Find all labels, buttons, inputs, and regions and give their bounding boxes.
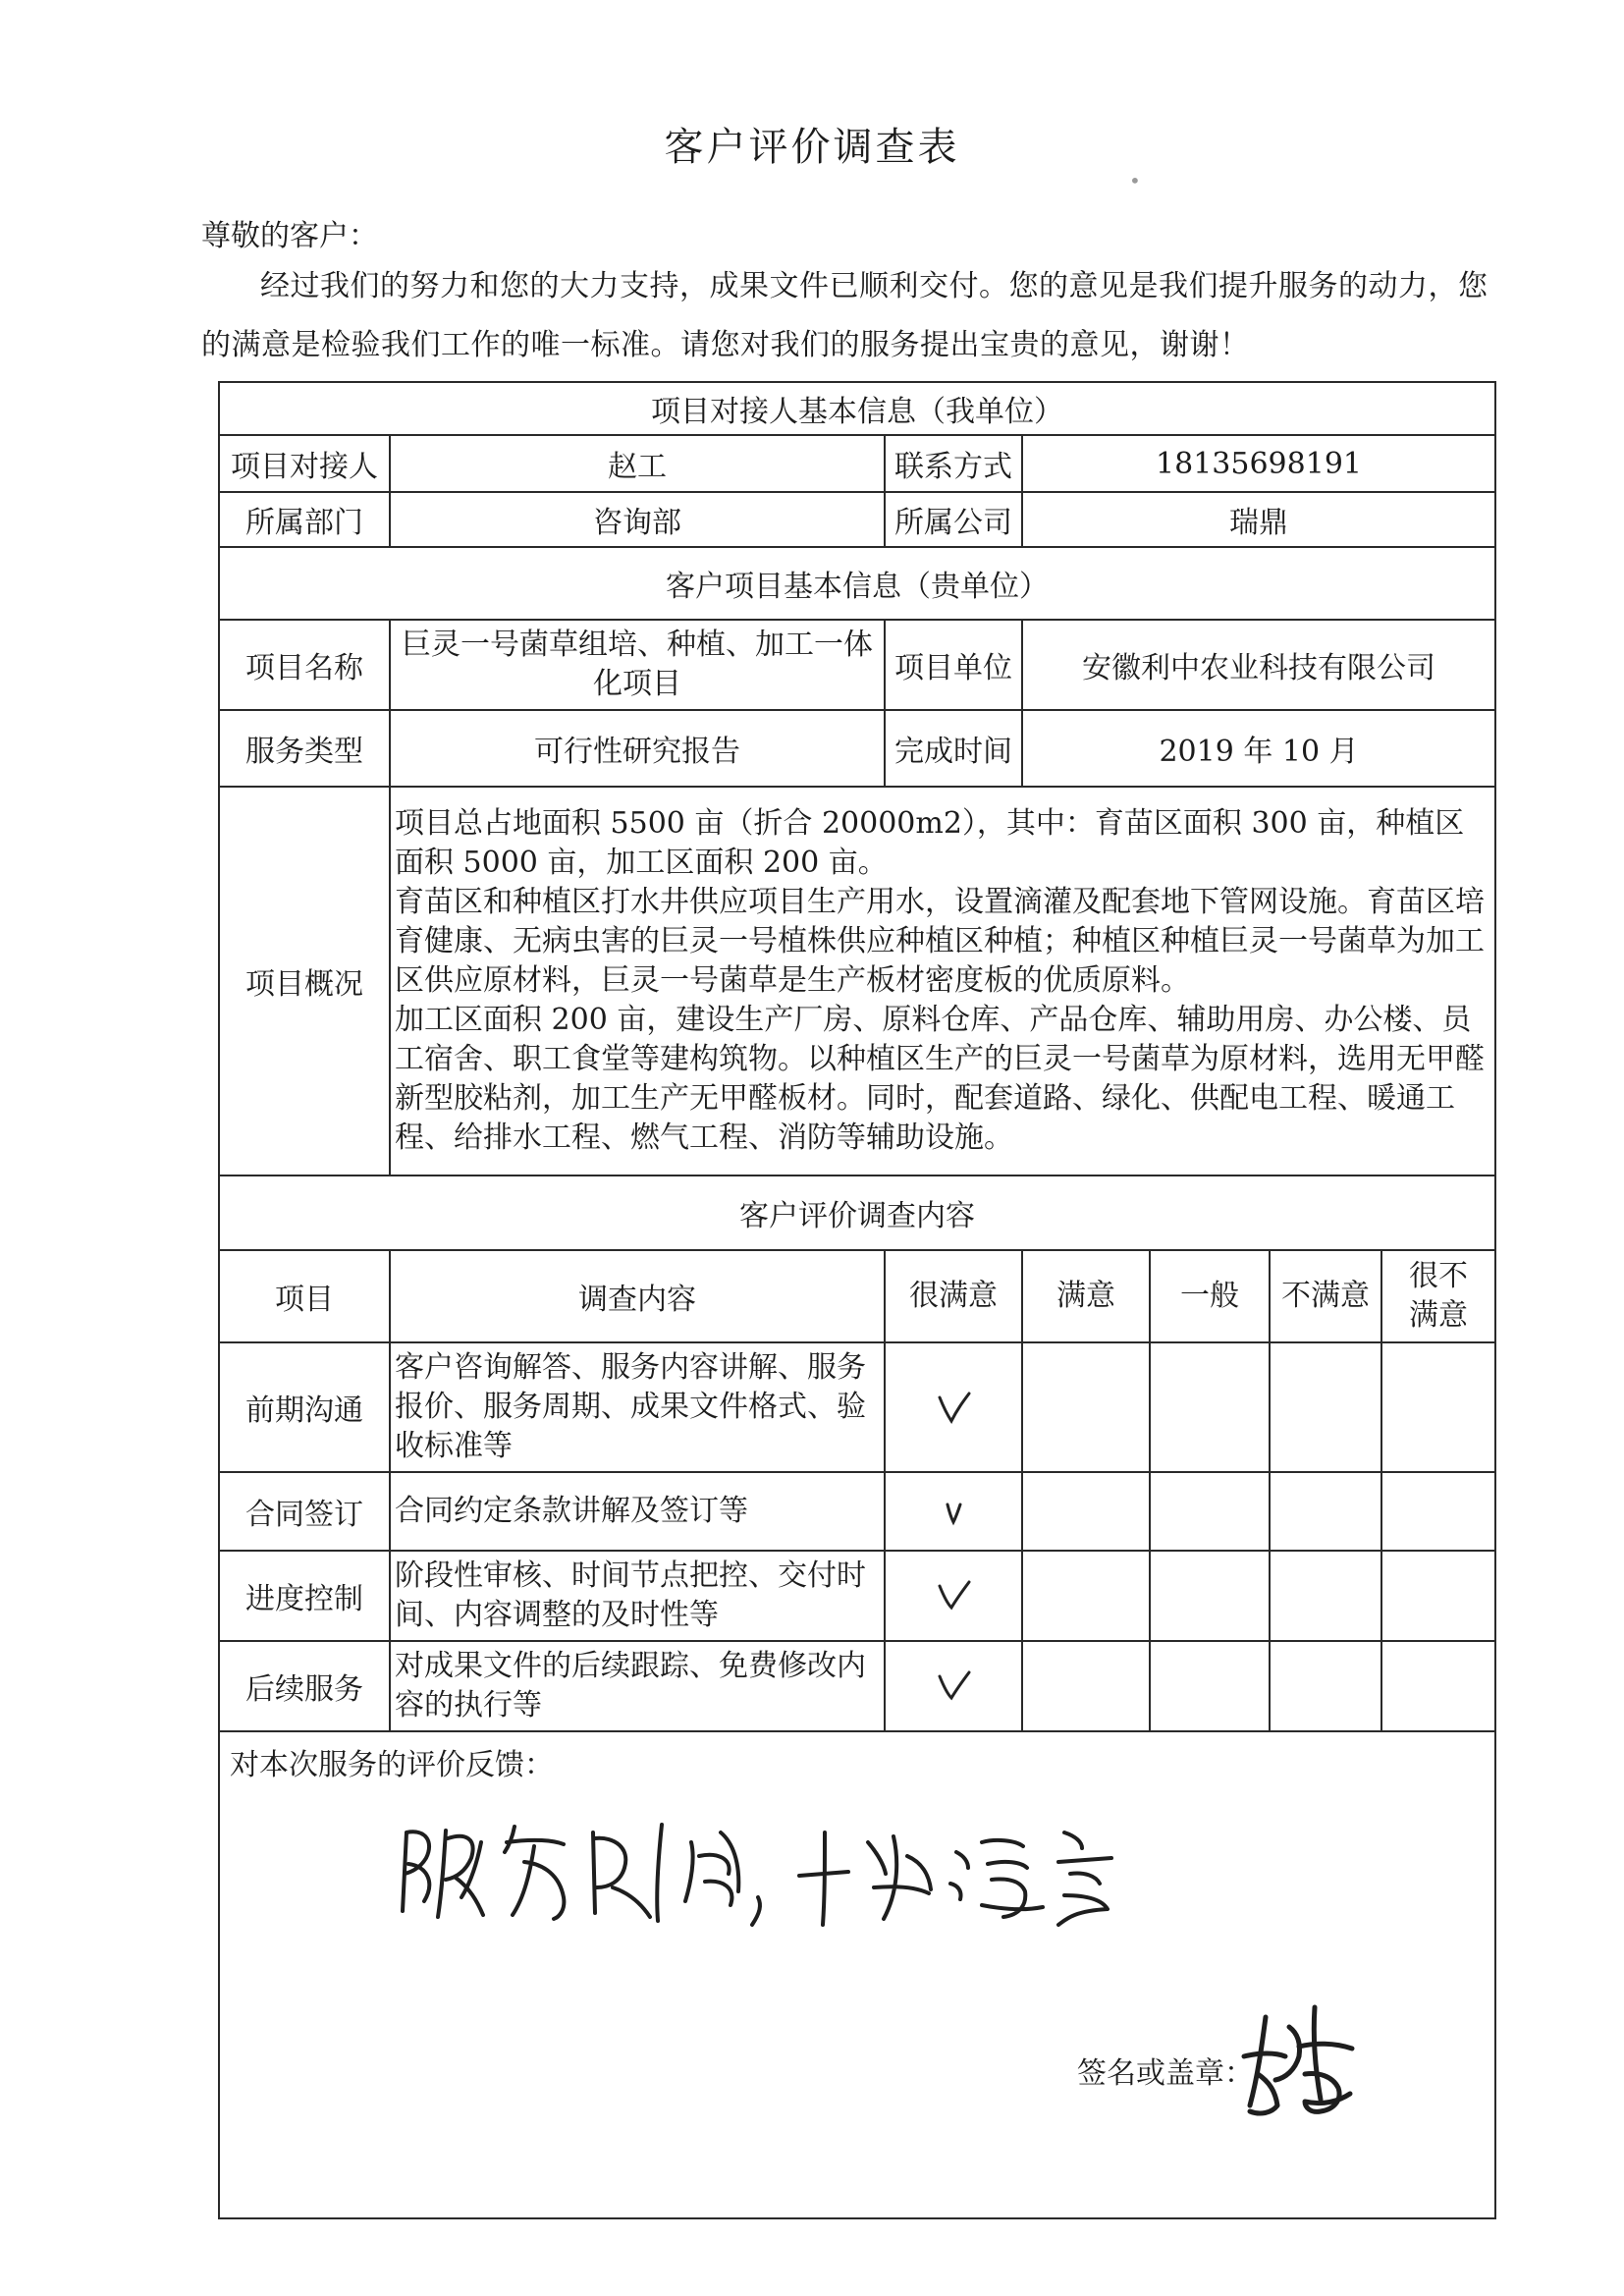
scan-mark: • — [1129, 169, 1141, 192]
rating-header-very-dissatisfied: 很不满意 — [1381, 1250, 1495, 1342]
salutation: 尊敬的客户： — [201, 219, 378, 253]
overview-paragraph: 加工区面积 200 亩，建设生产厂房、原料仓库、产品仓库、辅助用房、办公楼、员工宿舍、职工食堂等建构筑物。以种植区生产的巨灵一号菌草为原材料，选用无甲醛新型胶粘剂，加工生产无甲醛板材。同时，配套道路、绿化、供配电工程、暖通工程、给排水工程、燃气工程、消防等辅助设施。 — [395, 1003, 1485, 1155]
check-mark-icon — [885, 1551, 1022, 1641]
contact-section-header: 项目对接人基本信息（我单位） — [219, 382, 1495, 435]
overview-paragraph: 项目总占地面积 5500 亩（折合 20000m2），其中：育苗区面积 300 亩，种植区面积 5000 亩，加工区面积 200 亩。 — [395, 806, 1465, 880]
survey-item: 合同签订 — [219, 1472, 390, 1551]
table-row — [219, 1641, 1495, 1731]
survey-content: 对成果文件的后续跟踪、免费修改内容的执行等 — [390, 1641, 885, 1731]
rating-header-satisfied: 满意 — [1022, 1250, 1150, 1342]
survey-content: 阶段性审核、时间节点把控、交付时间、内容调整的及时性等 — [390, 1551, 885, 1641]
check-mark-icon — [885, 1641, 1022, 1731]
project-unit-value: 安徽利中农业科技有限公司 — [1022, 620, 1495, 710]
empty-rating-cell — [1381, 1641, 1495, 1731]
empty-rating-cell — [1150, 1472, 1270, 1551]
empty-rating-cell — [1150, 1551, 1270, 1641]
empty-rating-cell — [1381, 1472, 1495, 1551]
survey-table — [218, 381, 1496, 2219]
survey-item: 前期沟通 — [219, 1342, 390, 1472]
check-mark-icon — [885, 1342, 1022, 1472]
empty-rating-cell — [1270, 1551, 1381, 1641]
overview-label: 项目概况 — [219, 787, 390, 1175]
table-row — [219, 1551, 1495, 1641]
company-label: 所属公司 — [885, 492, 1022, 547]
signature-stamp — [1236, 1997, 1364, 2125]
feedback-label: 对本次服务的评价反馈： — [230, 1748, 554, 1782]
empty-rating-cell — [1022, 1342, 1150, 1472]
intro-paragraph: 经过我们的努力和您的大力支持，成果文件已顺利交付。您的意见是我们提升服务的动力，您的满意是检验我们工作的唯一标准。请您对我们的服务提出宝贵的意见，谢谢！ — [201, 269, 1489, 362]
survey-content: 合同约定条款讲解及签订等 — [390, 1472, 885, 1551]
service-type-value: 可行性研究报告 — [390, 710, 885, 787]
overview-text — [390, 787, 1495, 1175]
service-type-label: 服务类型 — [219, 710, 390, 787]
sign-label: 签名或盖章： — [1077, 2056, 1254, 2091]
rating-header-neutral: 一般 — [1150, 1250, 1270, 1342]
project-name-value: 巨灵一号菌草组培、种植、加工一体化项目 — [390, 620, 885, 710]
feedback-cell — [219, 1731, 1495, 2218]
empty-rating-cell — [1150, 1641, 1270, 1731]
rating-header-dissatisfied: 不满意 — [1270, 1250, 1381, 1342]
empty-rating-cell — [1022, 1472, 1150, 1551]
empty-rating-cell — [1381, 1342, 1495, 1472]
project-unit-label: 项目单位 — [885, 620, 1022, 710]
finish-time-value: 2019 年 10 月 — [1022, 710, 1495, 787]
company-value: 瑞鼎 — [1022, 492, 1495, 547]
empty-rating-cell — [1022, 1551, 1150, 1641]
table-row — [219, 1472, 1495, 1551]
empty-rating-cell — [1270, 1342, 1381, 1472]
empty-rating-cell — [1150, 1342, 1270, 1472]
dept-label: 所属部门 — [219, 492, 390, 547]
contact-label: 项目对接人 — [219, 435, 390, 492]
dept-value: 咨询部 — [390, 492, 885, 547]
handwritten-feedback — [387, 1803, 1133, 1931]
survey-content: 客户咨询解答、服务内容讲解、服务报价、服务周期、成果文件格式、验收标准等 — [390, 1342, 885, 1472]
survey-item: 进度控制 — [219, 1551, 390, 1641]
empty-rating-cell — [1022, 1641, 1150, 1731]
phone-label: 联系方式 — [885, 435, 1022, 492]
table-row — [219, 1342, 1495, 1472]
project-section-header: 客户项目基本信息（贵单位） — [219, 547, 1495, 620]
overview-paragraph: 育苗区和种植区打水井供应项目生产用水，设置滴灌及配套地下管网设施。育苗区培育健康、无病虫害的巨灵一号植株供应种植区种植；种植区种植巨灵一号菌草为加工区供应原材料，巨灵一号菌草是生产板材密度板的优质原料。 — [395, 885, 1485, 998]
rating-header-very-satisfied: 很满意 — [885, 1250, 1022, 1342]
document-title: 客户评价调查表 — [664, 125, 960, 170]
project-name-label: 项目名称 — [219, 620, 390, 710]
col-item-header: 项目 — [219, 1250, 390, 1342]
empty-rating-cell — [1270, 1641, 1381, 1731]
empty-rating-cell — [1270, 1472, 1381, 1551]
empty-rating-cell — [1381, 1551, 1495, 1641]
finish-time-label: 完成时间 — [885, 710, 1022, 787]
phone-value: 18135698191 — [1022, 435, 1495, 492]
survey-item: 后续服务 — [219, 1641, 390, 1731]
contact-value: 赵工 — [390, 435, 885, 492]
col-content-header: 调查内容 — [390, 1250, 885, 1342]
check-mark-icon — [885, 1472, 1022, 1551]
survey-section-header: 客户评价调查内容 — [219, 1175, 1495, 1250]
